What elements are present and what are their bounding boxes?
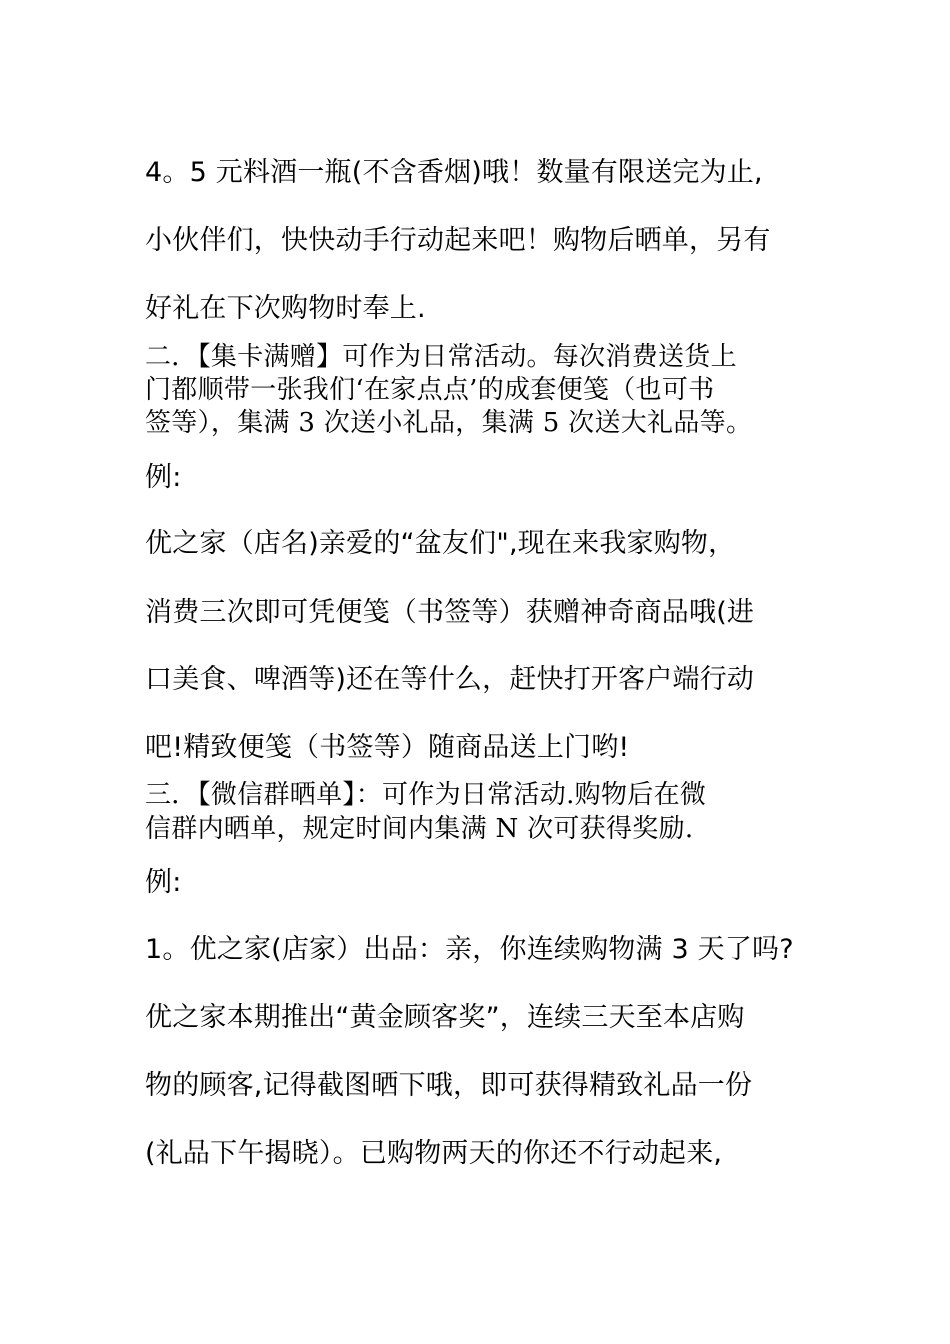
paragraph-line: 优之家本期推出“黄金顾客奖”，连续三天至本店购 (145, 1002, 745, 1033)
paragraph-line: 门都顺带一张我们‘在家点点’的成套便笺（也可书 (145, 375, 715, 405)
paragraph-line: 4。5 元料酒一瓶(不含香烟)哦！数量有限送完为止, (145, 157, 763, 188)
paragraph-line: 1。优之家(店家）出品：亲，你连续购物满 3 天了吗? (145, 934, 794, 965)
paragraph-line: 小伙伴们，快快动手行动起来吧！购物后晒单，另有 (145, 225, 771, 256)
paragraph-line: 吧!精致便笺（书签等）随商品送上门哟! (145, 732, 630, 763)
paragraph-line: 签等），集满 3 次送小礼品，集满 5 次送大礼品等。 (145, 408, 753, 438)
paragraph-line: 信群内晒单，规定时间内集满 N 次可获得奖励. (145, 814, 694, 844)
example-label: 例: (145, 462, 182, 493)
paragraph-line: 优之家（店名)亲爱的“盆友们",现在来我家购物， (145, 528, 736, 559)
paragraph-line: 物的顾客,记得截图晒下哦，即可获得精致礼品一份 (145, 1070, 753, 1101)
paragraph-line: 口美食、啤酒等)还在等什么，赶快打开客户端行动 (145, 664, 755, 695)
paragraph-line: (礼品下午揭晓）。已购物两天的你还不行动起来, (145, 1138, 723, 1169)
section-heading-line: 三．【微信群晒单】：可作为日常活动.购物后在微 (145, 780, 707, 810)
paragraph-line: 好礼在下次购物时奉上. (145, 293, 426, 324)
paragraph-line: 消费三次即可凭便笺（书签等）获赠神奇商品哦(进 (145, 597, 755, 628)
example-label: 例: (145, 867, 182, 898)
section-heading-line: 二．【集卡满赠】可作为日常活动。每次消费送货上 (145, 342, 737, 372)
